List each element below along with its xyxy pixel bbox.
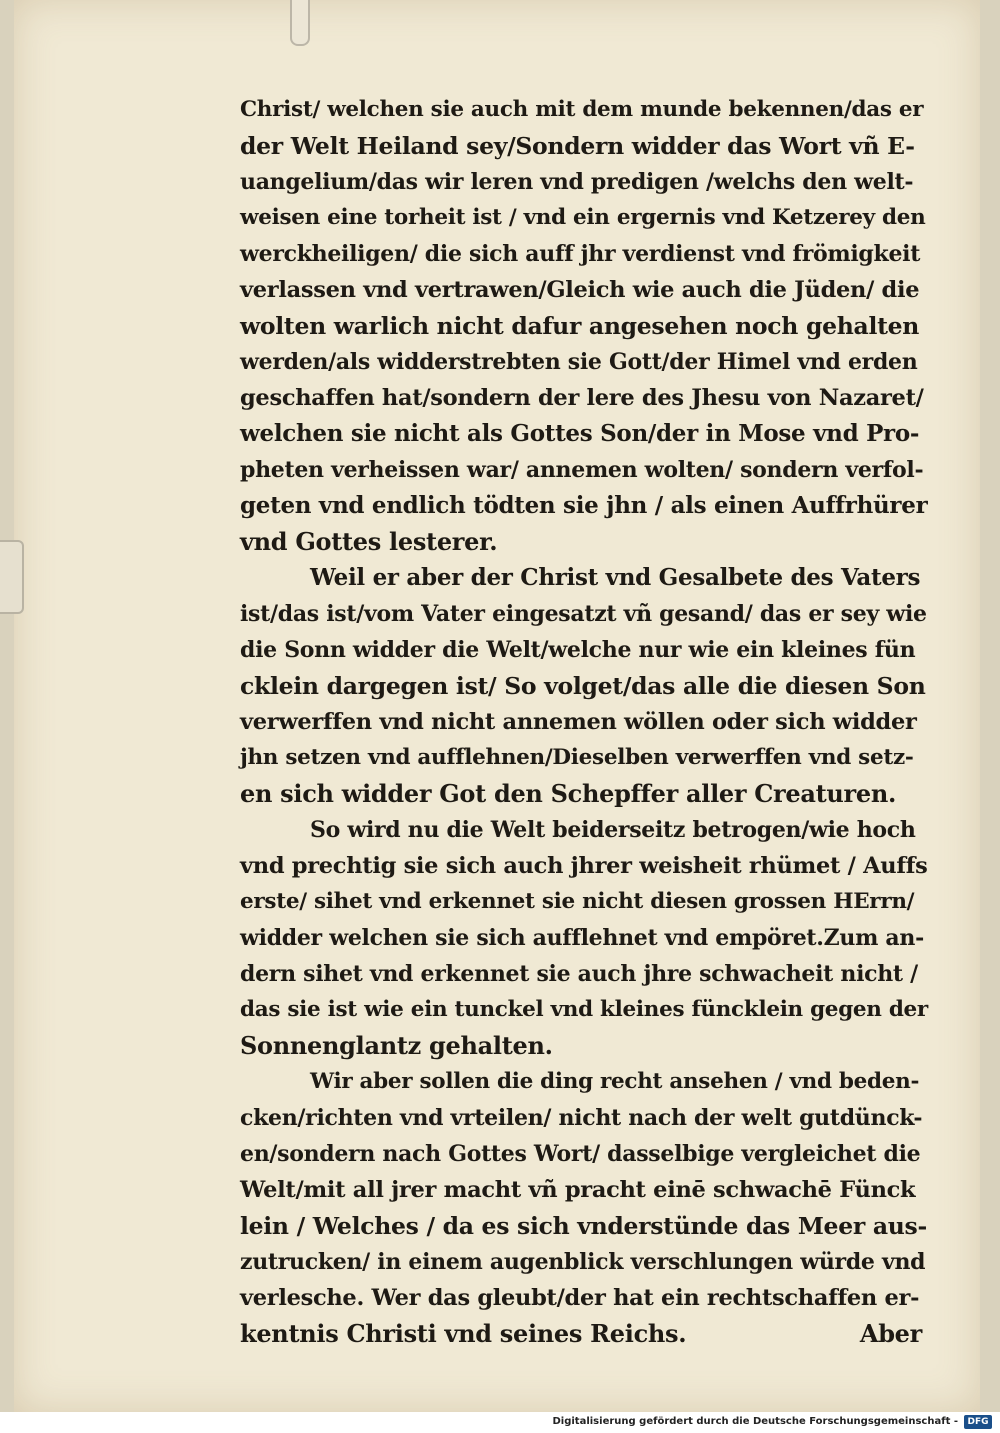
text-line: cken/richten vnd vrteilen/ nicht nach der welt gutdünck- (240, 1105, 923, 1131)
digitization-footer (0, 1412, 1000, 1433)
text-line: zutrucken/ in einem augenblick verschlungen würde vnd (240, 1249, 926, 1275)
text-line: wolten warlich nicht dafur angesehen noch gehalten (240, 312, 920, 340)
text-block (240, 92, 928, 1352)
text-line: en/sondern nach Gottes Wort/ dasselbige vergleichet die (240, 1141, 921, 1167)
text-line: welchen sie nicht als Gottes Son/der in Mose vnd Pro- (240, 420, 920, 447)
text-line: die Sonn widder die Welt/welche nur wie ein kleines fün (240, 637, 916, 663)
text-line: werckheiligen/ die sich auff jhr verdienst vnd frömigkeit (240, 241, 921, 267)
text-line: Christ/ welchen sie auch mit dem munde bekennen/das er (240, 97, 924, 122)
paragraph-start-line: Weil er aber der Christ vnd Gesalbete des Vaters (310, 564, 921, 591)
text-line: kentnis Christi vnd seines Reichs. (240, 1319, 687, 1348)
text-line: geschaffen hat/sondern der lere des Jhesu von Nazaret/ (240, 385, 924, 411)
text-line: lein / Welches / da es sich vnderstünde das Meer aus- (240, 1212, 927, 1240)
text-line: jhn setzen vnd aufflehnen/Dieselben verwerffen vnd setz- (240, 745, 914, 770)
text-line: das sie ist wie ein tunckel vnd kleines füncklein gegen der (240, 997, 928, 1022)
text-line: Welt/mit all jrer macht vñ pracht einē schwachē Fünck (240, 1177, 916, 1203)
page-clip-left (0, 540, 24, 614)
catchword: Aber (859, 1319, 922, 1348)
text-line: dern sihet vnd erkennet sie auch jhre schwacheit nicht / (240, 961, 918, 987)
text-line: weisen eine torheit ist / vnd ein ergernis vnd Ketzerey den (240, 205, 926, 230)
text-line: Sonnenglantz gehalten. (240, 1031, 553, 1060)
paragraph-start-line: Wir aber sollen die ding recht ansehen / vnd beden- (310, 1069, 920, 1094)
text-line: pheten verheissen war/ annemen wolten/ sondern verfol- (240, 457, 924, 483)
text-line: widder welchen sie sich aufflehnet vnd empöret.Zum an- (240, 925, 924, 951)
text-line: ist/das ist/vom Vater eingesatzt vñ gesand/ das er sey wie (240, 601, 927, 627)
text-line: verwerffen vnd nicht annemen wöllen oder sich widder (240, 709, 917, 735)
paragraph-start-line: So wird nu die Welt beiderseitz betrogen/wie hoch (310, 817, 916, 843)
text-line: uangelium/das wir leren vnd predigen /welchs den welt- (240, 169, 914, 195)
text-line: verlassen vnd vertrawen/Gleich wie auch die Jüden/ die (240, 277, 920, 303)
text-line: geten vnd endlich tödten sie jhn / als einen Auffrhürer (240, 492, 928, 519)
text-line: verlesche. Wer das gleubt/der hat ein rechtschaffen er- (240, 1285, 920, 1311)
text-line: cklein dargegen ist/ So volget/das alle die diesen Son (240, 672, 926, 700)
text-line: erste/ sihet vnd erkennet sie nicht diesen grossen HErrn/ (240, 889, 915, 914)
dfg-logo-icon: DFG (964, 1415, 992, 1429)
last-text-line (240, 1316, 928, 1352)
text-line: werden/als widderstrebten sie Gott/der Himel vnd erden (240, 349, 918, 375)
text-line: der Welt Heiland sey/Sondern widder das Wort vñ E- (240, 132, 915, 160)
text-line: en sich widder Got den Schepffer aller Creaturen. (240, 779, 897, 808)
page-clip-top (290, 0, 310, 46)
text-line: vnd prechtig sie sich auch jhrer weisheit rhümet / Auffs (240, 853, 928, 879)
funding-credit: Digitalisierung gefördert durch die Deutsche Forschungsgemeinschaft - (552, 1416, 958, 1427)
text-line: vnd Gottes lesterer. (240, 527, 498, 556)
